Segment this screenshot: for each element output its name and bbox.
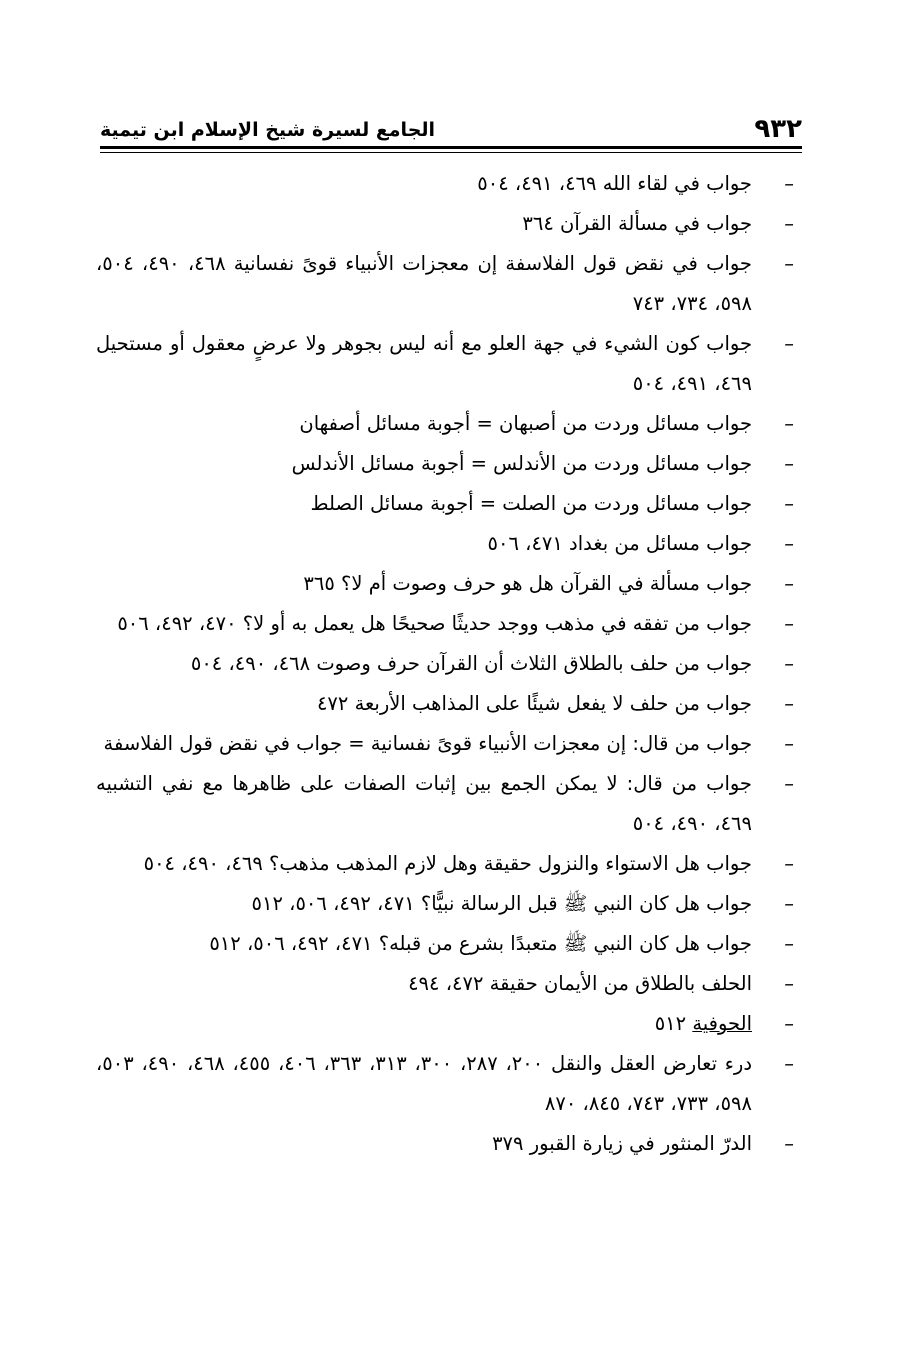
entry-text: جواب من قال: لا يمكن الجمع بين إثبات الصفات على ظاهرها مع نفي التشبيه ٤٦٩، ٤٩٠، ٥٠٤ xyxy=(96,772,752,835)
entry-text: جواب من حلف لا يفعل شيئًا على المذاهب الأربعة ٤٧٢ xyxy=(316,692,752,715)
entry-text: جواب هل كان النبي ﷺ قبل الرسالة نبيًّا؟ ٤٧١، ٤٩٢، ٥٠٦، ٥١٢ xyxy=(251,892,752,915)
entry-dash: – xyxy=(784,412,794,435)
entry-dash: – xyxy=(784,892,794,915)
index-entry xyxy=(96,484,794,524)
index-entry xyxy=(96,1004,794,1044)
entry-text: جواب هل كان النبي ﷺ متعبدًا بشرع من قبله؟ ٤٧١، ٤٩٢، ٥٠٦، ٥١٢ xyxy=(209,932,752,955)
entry-text: جواب من تفقه في مذهب ووجد حديثًا صحيحًا هل يعمل به أو لا؟ ٤٧٠، ٤٩٢، ٥٠٦ xyxy=(117,612,752,635)
page-number: ٩٣٢ xyxy=(754,114,802,144)
entry-text: جواب في نقض قول الفلاسفة إن معجزات الأنبياء قوىً نفسانية ٤٦٨، ٤٩٠، ٥٠٤، ٥٩٨، ٧٣٤، ٧٤٣ xyxy=(96,252,752,315)
entry-dash: – xyxy=(784,852,794,875)
entry-dash: – xyxy=(784,172,794,195)
entry-dash: – xyxy=(784,212,794,235)
book-title: الجامع لسيرة شيخ الإسلام ابن تيمية xyxy=(100,119,436,141)
entry-text: جواب مسائل وردت من أصبهان = أجوبة مسائل أصفهان xyxy=(299,412,752,435)
entry-dash: – xyxy=(784,772,794,795)
index-entry xyxy=(96,1124,794,1164)
index-entry xyxy=(96,964,794,1004)
index-entry xyxy=(96,764,794,844)
entry-text: جواب من حلف بالطلاق الثلاث أن القرآن حرف وصوت ٤٦٨، ٤٩٠، ٥٠٤ xyxy=(190,652,752,675)
entry-dash: – xyxy=(784,332,794,355)
entry-dash: – xyxy=(784,532,794,555)
entry-dash: – xyxy=(784,452,794,475)
index-entry xyxy=(96,884,794,924)
index-entry xyxy=(96,244,794,324)
index-list xyxy=(96,164,794,1164)
entry-dash: – xyxy=(784,932,794,955)
entry-text: جواب مسائل وردت من الأندلس = أجوبة مسائل الأندلس xyxy=(291,452,752,475)
entry-pages: ٥١٢ xyxy=(654,1012,693,1035)
entry-dash: – xyxy=(784,1052,794,1075)
entry-dash: – xyxy=(784,692,794,715)
entry-text: جواب كون الشيء في جهة العلو مع أنه ليس بجوهر ولا عرضٍ معقول أو مستحيل ٤٦٩، ٤٩١، ٥٠٤ xyxy=(96,332,752,395)
entry-dash: – xyxy=(784,1012,794,1035)
entry-text: جواب في لقاء الله ٤٦٩، ٤٩١، ٥٠٤ xyxy=(477,172,752,195)
entry-dash: – xyxy=(784,732,794,755)
entry-text: جواب مسألة في القرآن هل هو حرف وصوت أم لا؟ ٣٦٥ xyxy=(303,572,752,595)
entry-dash: – xyxy=(784,612,794,635)
entry-text: جواب مسائل من بغداد ٤٧١، ٥٠٦ xyxy=(487,532,752,555)
index-entry xyxy=(96,444,794,484)
index-entry xyxy=(96,324,794,404)
entry-text: جواب في مسألة القرآن ٣٦٤ xyxy=(522,212,752,235)
entry-dash: – xyxy=(784,652,794,675)
index-entry xyxy=(96,204,794,244)
index-entry xyxy=(96,724,794,764)
entry-title-underlined: الحوفية xyxy=(692,1012,752,1035)
entry-dash: – xyxy=(784,252,794,275)
entry-text: جواب هل الاستواء والنزول حقيقة وهل لازم المذهب مذهب؟ ٤٦٩، ٤٩٠، ٥٠٤ xyxy=(143,852,752,875)
index-entry xyxy=(96,1044,794,1124)
index-entry xyxy=(96,604,794,644)
running-header xyxy=(100,112,802,146)
index-entry xyxy=(96,164,794,204)
entry-dash: – xyxy=(784,1132,794,1155)
header-rule xyxy=(100,146,802,153)
index-entry xyxy=(96,644,794,684)
entry-dash: – xyxy=(784,972,794,995)
entry-text: جواب مسائل وردت من الصلت = أجوبة مسائل الصلط xyxy=(310,492,752,515)
entry-text: الدرّ المنثور في زيارة القبور ٣٧٩ xyxy=(492,1132,752,1155)
entry-dash: – xyxy=(784,492,794,515)
index-entry xyxy=(96,684,794,724)
entry-dash: – xyxy=(784,572,794,595)
index-entry xyxy=(96,924,794,964)
index-entry xyxy=(96,524,794,564)
index-entry xyxy=(96,844,794,884)
index-entry xyxy=(96,564,794,604)
entry-text: الحلف بالطلاق من الأيمان حقيقة ٤٧٢، ٤٩٤ xyxy=(408,972,752,995)
entry-text: درء تعارض العقل والنقل ٢٠٠، ٢٨٧، ٣٠٠، ٣١٣، ٣٦٣، ٤٠٦، ٤٥٥، ٤٦٨، ٤٩٠، ٥٠٣، ٥٩٨، ٧٣٣، ٧٤٣، ٨٤٥، ٨٧٠ xyxy=(96,1052,753,1115)
entry-text: جواب من قال: إن معجزات الأنبياء قوىً نفسانية = جواب في نقض قول الفلاسفة xyxy=(103,732,752,755)
index-entry xyxy=(96,404,794,444)
